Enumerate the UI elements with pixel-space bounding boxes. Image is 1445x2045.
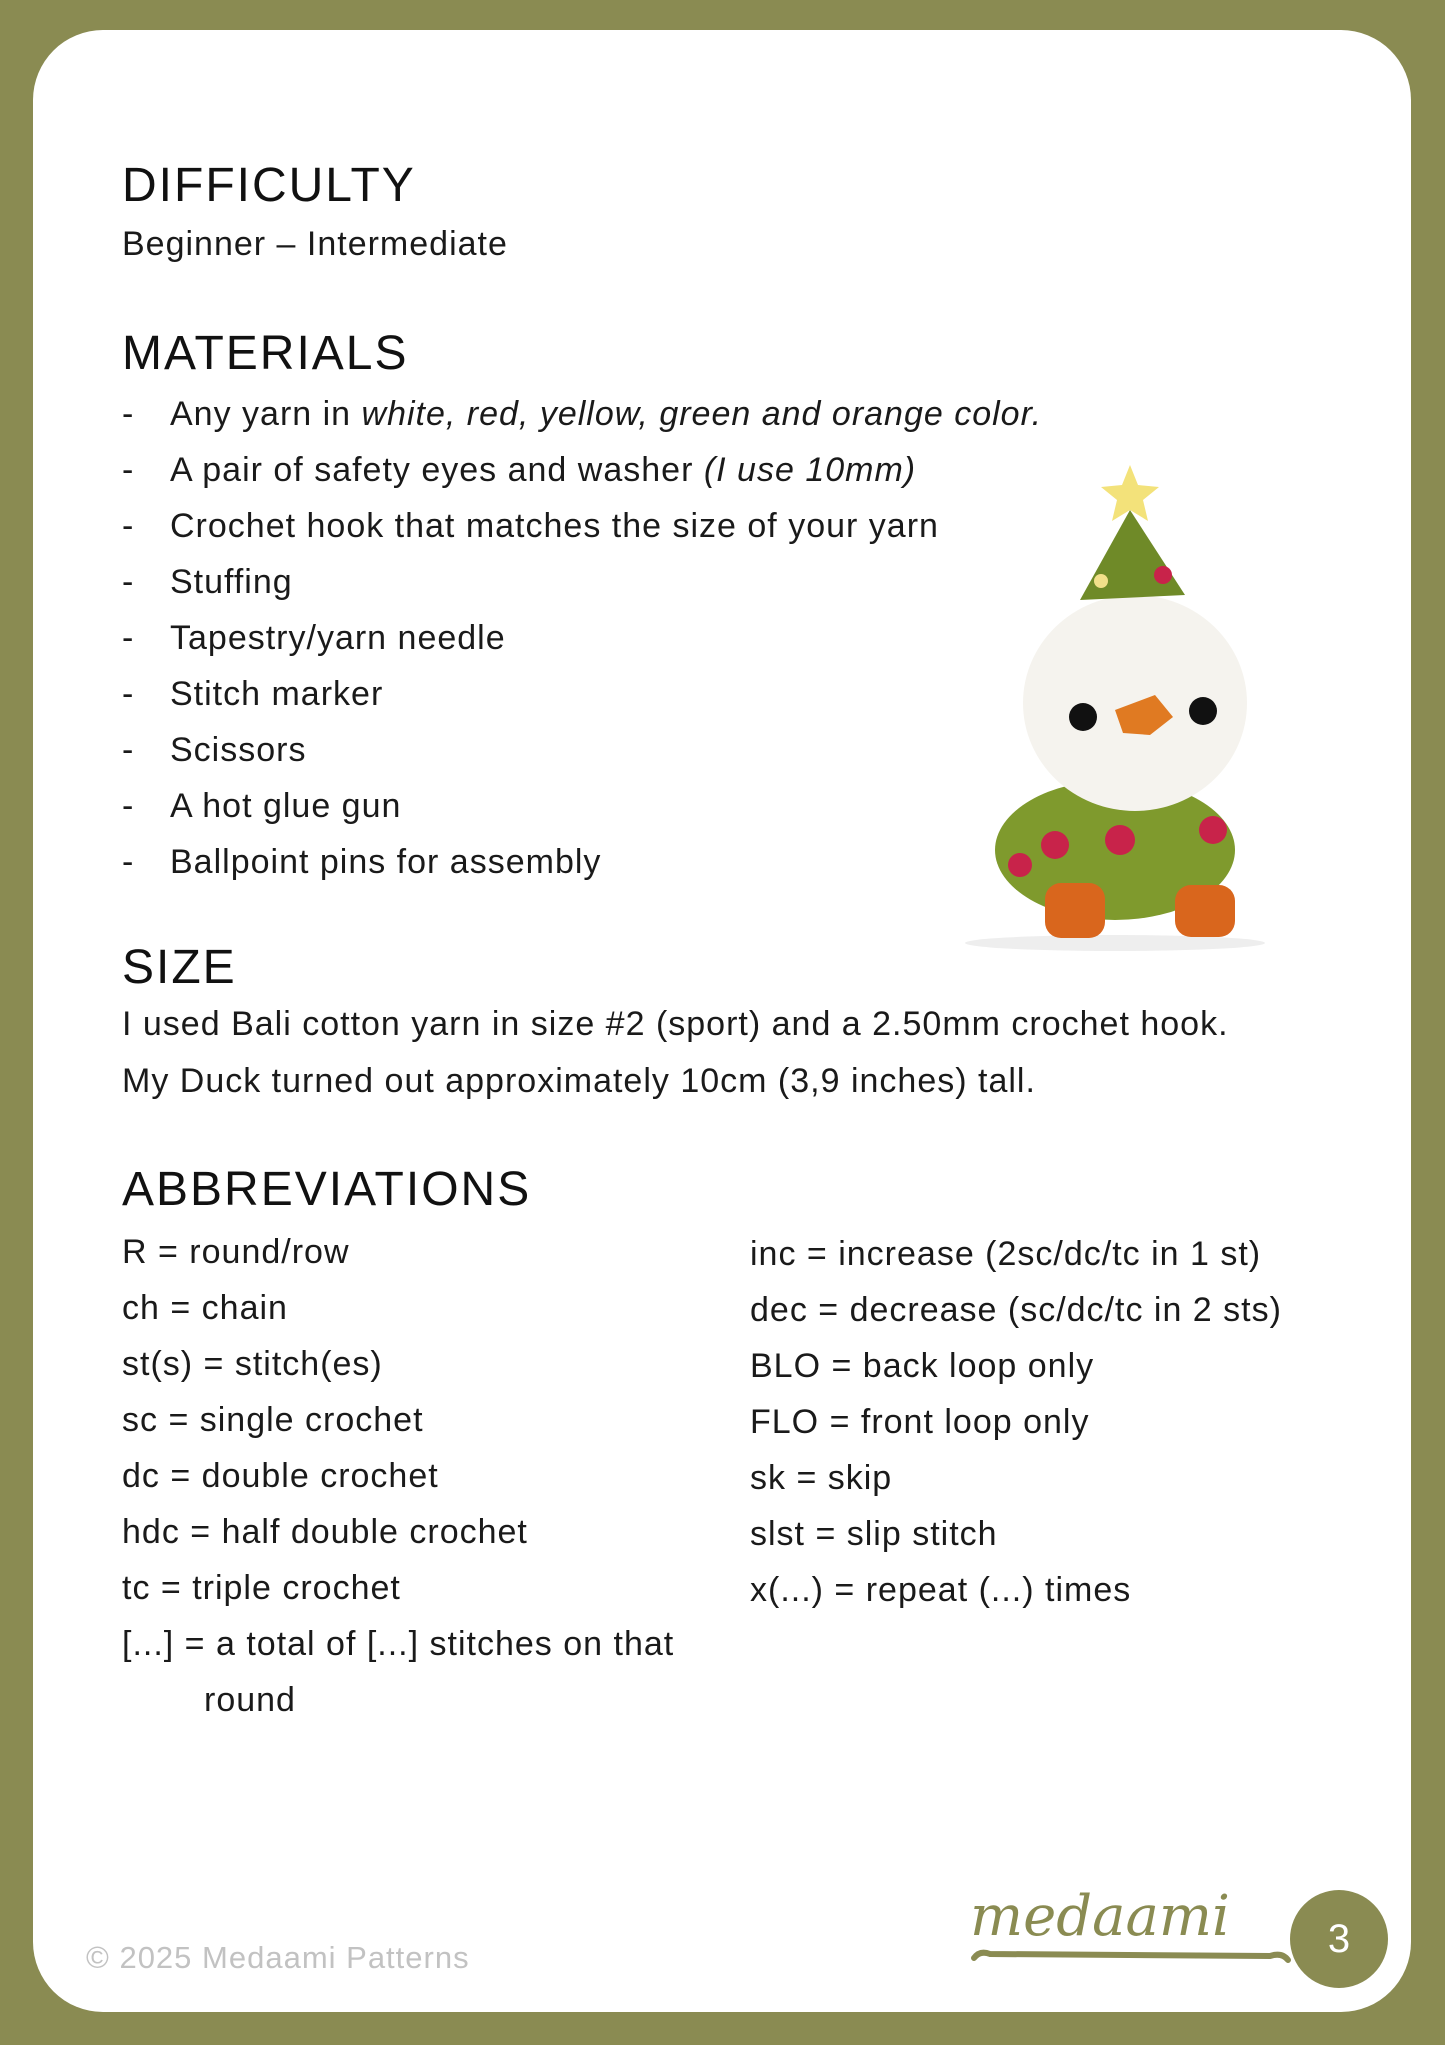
abbreviation-item: FLO = front loop only [750,1403,1090,1441]
materials-item-text: Scissors [170,731,307,769]
materials-item-emphasis: white, red, yellow, green and orange color. [361,395,1043,433]
difficulty-value: Beginner – Intermediate [122,225,508,263]
size-line-2: My Duck turned out approximately 10cm (3,9 inches) tall. [122,1062,1036,1100]
materials-item-text: Ballpoint pins for assembly [170,843,602,881]
bullet-dash: - [122,731,135,769]
abbreviation-item: slst = slip stitch [750,1515,998,1553]
abbreviation-item: BLO = back loop only [750,1347,1095,1385]
abbreviation-item: R = round/row [122,1233,350,1271]
abbreviation-item: ch = chain [122,1289,288,1327]
materials-item-text: A pair of safety eyes and washer [170,451,704,489]
materials-heading: MATERIALS [122,327,409,380]
bullet-dash: - [122,507,135,545]
abbreviation-item: [...] = a total of [...] stitches on that [122,1625,675,1663]
abbreviation-item: sk = skip [750,1459,893,1497]
materials-item-text: Crochet hook that matches the size of your yarn [170,507,939,545]
materials-item [122,619,506,658]
materials-item [122,731,306,770]
abbreviation-item: dec = decrease (sc/dc/tc in 2 sts) [750,1291,1282,1329]
abbreviation-item: st(s) = stitch(es) [122,1345,383,1383]
abbreviations-heading: ABBREVIATIONS [122,1163,532,1216]
materials-item [122,395,1042,434]
bullet-dash: - [122,395,135,433]
materials-item [122,507,939,546]
bullet-dash: - [122,619,135,657]
materials-item-text: A hot glue gun [170,787,402,825]
abbreviation-item: round [204,1681,296,1719]
size-line-1: I used Bali cotton yarn in size #2 (sport) and a 2.50mm crochet hook. [122,1005,1229,1043]
abbreviation-item: x(...) = repeat (...) times [750,1571,1132,1609]
abbreviation-item: dc = double crochet [122,1457,439,1495]
materials-item [122,843,601,882]
size-heading: SIZE [122,941,237,994]
abbreviation-item: hdc = half double crochet [122,1513,528,1551]
abbreviation-item: inc = increase (2sc/dc/tc in 1 st) [750,1235,1262,1273]
materials-item [122,675,383,714]
svg-text:medaami: medaami [970,1884,1230,1949]
duck-amigurumi-image [935,455,1275,955]
copyright-text: © 2025 Medaami Patterns [86,1940,470,1975]
medaami-logo [970,1880,1310,1970]
bullet-dash: - [122,675,135,713]
bullet-dash: - [122,451,135,489]
materials-item-text: Tapestry/yarn needle [170,619,506,657]
materials-item [122,451,916,490]
bullet-dash: - [122,787,135,825]
bullet-dash: - [122,843,135,881]
bullet-dash: - [122,563,135,601]
materials-item-text: Stuffing [170,563,293,601]
materials-item [122,563,293,602]
materials-item [122,787,401,826]
materials-item-emphasis: (I use 10mm) [703,451,917,489]
page-number-badge: 3 [1290,1890,1388,1988]
materials-item-text: Stitch marker [170,675,384,713]
abbreviation-item: tc = triple crochet [122,1569,401,1607]
abbreviation-item: sc = single crochet [122,1401,424,1439]
difficulty-heading: DIFFICULTY [122,159,416,212]
materials-item-text: Any yarn in [170,395,362,433]
